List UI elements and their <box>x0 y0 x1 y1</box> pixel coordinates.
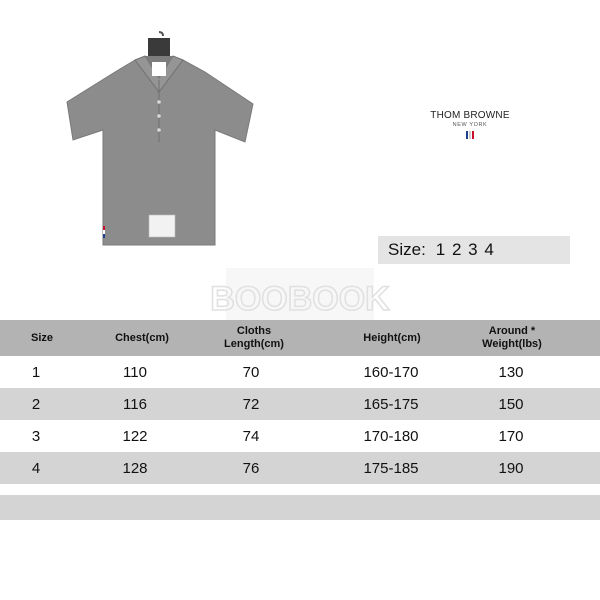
header-height: Height(cm) <box>363 331 421 344</box>
header-length-line1: Cloths <box>236 325 272 337</box>
cell-weight: 170 <box>498 427 524 445</box>
cell-length: 74 <box>242 427 260 445</box>
cell-chest: 110 <box>123 363 147 381</box>
brand-subtitle: NEW YORK <box>452 122 488 128</box>
header-weight-line1: Around * <box>488 325 536 337</box>
cell-height: 165-175 <box>363 395 419 413</box>
header-weight <box>482 320 542 356</box>
cell-weight: 190 <box>498 459 524 477</box>
table-row <box>0 452 600 484</box>
table-row <box>0 388 600 420</box>
size-chart-table <box>0 320 600 484</box>
cell-chest: 122 <box>122 427 148 445</box>
polo-shirt-icon <box>55 30 270 260</box>
cell-height: 160-170 <box>363 363 419 381</box>
cell-chest: 128 <box>122 459 148 477</box>
header-length <box>224 320 284 356</box>
cell-size: 3 <box>31 427 41 445</box>
cell-height: 175-185 <box>363 459 419 477</box>
brand-logo <box>420 110 520 139</box>
cell-weight: 150 <box>498 395 524 413</box>
cell-chest: 116 <box>123 395 147 413</box>
brand-name: THOM BROWNE <box>430 110 510 121</box>
cell-weight: 130 <box>498 363 524 381</box>
table-row <box>0 356 600 388</box>
cell-height: 170-180 <box>363 427 419 445</box>
cell-length: 72 <box>242 395 260 413</box>
size-values: 1 2 3 4 <box>435 240 495 259</box>
size-options-box <box>378 236 570 264</box>
cell-size: 1 <box>31 363 41 381</box>
header-length-line2: Length(cm) <box>224 338 284 350</box>
cell-length: 70 <box>242 363 260 381</box>
product-image <box>55 30 270 260</box>
header-size: Size <box>30 331 54 344</box>
header-weight-line2: Weight(lbs) <box>482 338 542 350</box>
table-header-row <box>0 320 600 356</box>
empty-footer-bar <box>0 495 600 520</box>
cell-size: 2 <box>31 395 41 413</box>
svg-text:BOOBOOK: BOOBOOK <box>210 280 390 318</box>
header-chest: Chest(cm) <box>115 331 169 344</box>
table-row <box>0 420 600 452</box>
size-label: Size: <box>388 240 426 259</box>
tricolor-flag-icon <box>420 131 520 139</box>
cell-size: 4 <box>31 459 41 477</box>
cell-length: 76 <box>242 459 260 477</box>
watermark-logo <box>210 268 390 326</box>
